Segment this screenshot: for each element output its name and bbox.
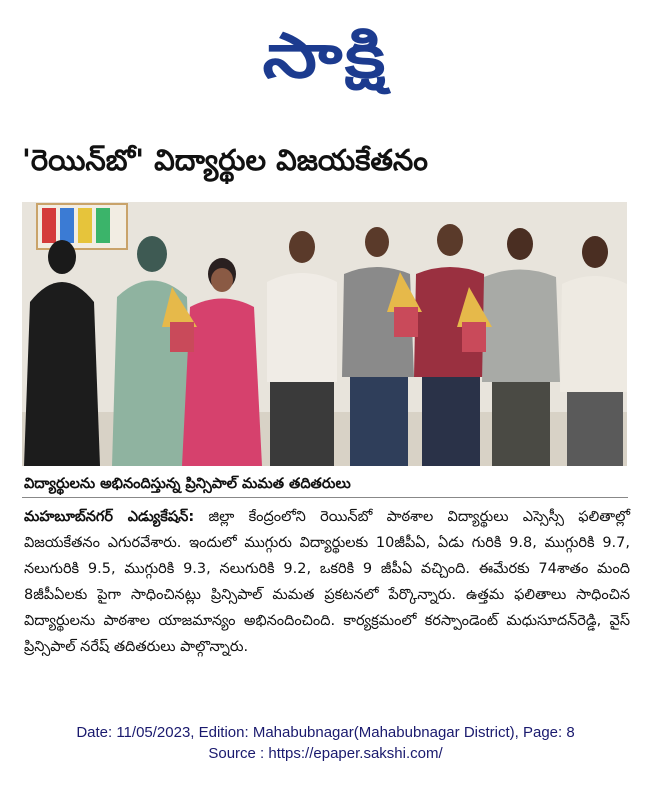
masthead-logo <box>0 14 651 98</box>
article-body <box>24 504 630 660</box>
article-dateline: మహబూబ్‌నగర్ ఎడ్యుకేషన్: <box>24 509 195 525</box>
caption-divider <box>22 497 628 498</box>
logo-text: సాక్షి <box>262 19 389 92</box>
footer-source-link[interactable]: Source : https://epaper.sakshi.com/ <box>208 745 443 762</box>
news-photo <box>22 202 627 466</box>
headline: 'రెయిన్‌బో' విద్యార్థుల విజయకేతనం <box>22 143 428 177</box>
photo-caption: విద్యార్థులను అభినందిస్తున్న ప్రిన్సిపాల్ మమత తదితరులు <box>24 476 351 492</box>
article-text: జిల్లా కేంద్రంలోని రెయిన్‌బో పాఠశాల విద్యార్థులు ఎస్సెస్సీ ఫలితాల్లో విజయకేతనం ఎగురవేశారు. ఇందులో ముగ్గురు విద్యార్థులకు 10జీపీఏ, ఏడు గురికి 9.8, ముగ్గురికి 9.7, నలుగురికి 9.5, ముగ్గురికి 9.3, నలుగురికి 9.2, ఒకరికి 9 జీపీఏ వచ్చింది. ఈమేరకు 74శాతం మంది 8జీపీఏలకు పైగా సాధించినట్లు ప్రిన్సిపాల్ మమత ప్రకటనలో పేర్కొన్నారు. ఉత్తమ ఫలితాలు సాధించిన విద్యార్థులను పాఠశాల యాజమాన్యం అభినందించింది. కార్యక్రమంలో కరస్పాండెంట్ మధుసూదన్‌రెడ్డి, వైస్ ప్రిన్సిపాల్ నరేష్ తదితరులు పాల్గొన్నారు. <box>24 509 630 655</box>
source-footer <box>0 722 651 764</box>
footer-date-edition: Date: 11/05/2023, Edition: Mahabubnagar(Mahabubnagar District), Page: 8 <box>76 724 575 741</box>
